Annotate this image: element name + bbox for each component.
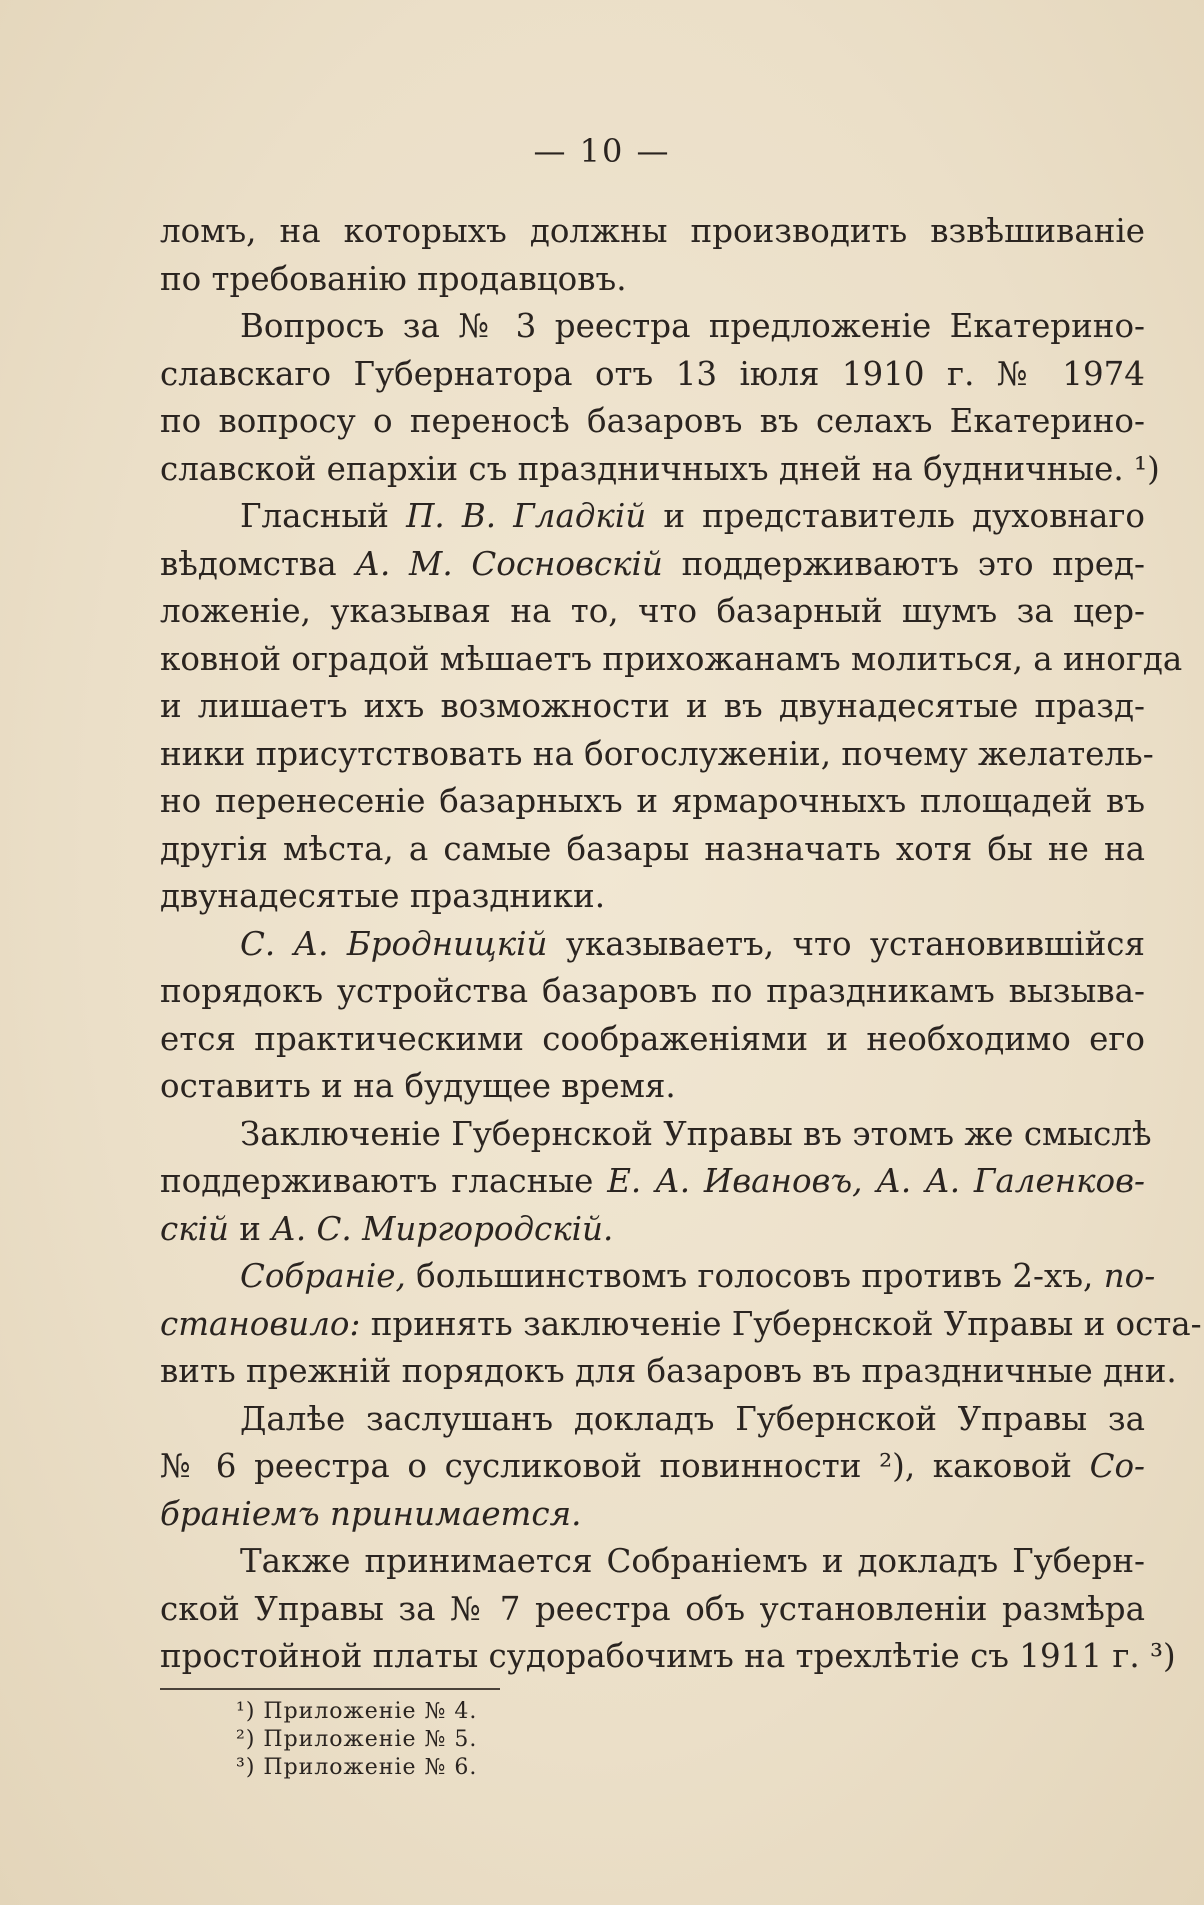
text-line xyxy=(160,1016,1145,1064)
text-line xyxy=(160,256,1145,304)
text-line xyxy=(160,778,1145,826)
text-line xyxy=(160,921,1145,969)
text-line xyxy=(160,398,1145,446)
italic-name: Со- xyxy=(1089,1447,1145,1485)
line-text: принять заключеніе Губернской Управы и оста- xyxy=(360,1304,1202,1343)
italic-name: П. В. Гладкій xyxy=(406,497,647,535)
line-text: и xyxy=(228,1209,272,1248)
line-text: славскаго Губернатора отъ 13 іюля 1910 г. № 1974 xyxy=(160,354,1145,393)
text-line xyxy=(160,1253,1156,1301)
text-line xyxy=(160,446,1160,494)
line-text: по вопросу о переносѣ базаровъ въ селахъ Екатерино- xyxy=(160,402,1145,440)
text-line xyxy=(160,1158,1145,1206)
line-text: порядокъ устройства базаровъ по праздникамъ вызыва- xyxy=(160,972,1145,1010)
line-text: поддерживаютъ это пред- xyxy=(662,544,1145,583)
text-line xyxy=(160,1538,1145,1586)
text-line xyxy=(160,683,1145,731)
italic-name: Собраніе, xyxy=(240,1257,406,1295)
line-text: поддерживаютъ гласные xyxy=(160,1162,608,1200)
line-text: указываетъ, что установившійся xyxy=(547,924,1146,963)
line-text: другія мѣста, а самые базары назначать хотя бы не на xyxy=(160,829,1145,868)
line-text: Заключеніе Губернской Управы въ этомъ же смыслѣ xyxy=(240,1114,1152,1153)
text-line xyxy=(160,303,1145,351)
line-text: ется практическими соображеніями и необходимо его xyxy=(160,1019,1145,1058)
line-text: простойной платы судорабочимъ на трехлѣтіе съ 1911 г. ³) xyxy=(160,1637,1176,1675)
italic-name: А. М. Сосновскій xyxy=(355,544,663,583)
line-text: ковной оградой мѣшаетъ прихожанамъ молиться, а иногда xyxy=(160,639,1183,678)
footnote-1: ¹) Приложеніе № 4. xyxy=(236,1699,478,1724)
line-text: ломъ, на которыхъ должны производить взвѣшиваніе xyxy=(160,212,1145,250)
text-line xyxy=(160,1443,1145,1491)
line-text: вить прежній порядокъ для базаровъ въ праздничные дни. xyxy=(160,1352,1177,1390)
text-line xyxy=(160,1633,1176,1681)
text-line xyxy=(160,636,1183,684)
italic-name: А. С. Миргородскій. xyxy=(271,1209,614,1248)
line-text: Далѣе заслушанъ докладъ Губернской Управы за xyxy=(240,1399,1145,1438)
footnote-separator xyxy=(160,1688,500,1690)
line-text: двунадесятые праздники. xyxy=(160,877,606,915)
line-text: оставить и на будущее время. xyxy=(160,1067,676,1105)
text-line xyxy=(160,1111,1152,1159)
text-line xyxy=(160,351,1145,399)
line-text: Вопросъ за № 3 реестра предложеніе Екатерино- xyxy=(240,307,1145,345)
line-text: ской Управы за № 7 реестра объ установленіи размѣра xyxy=(160,1589,1145,1628)
footnotes xyxy=(236,1698,477,1782)
line-text: славской епархіи съ праздничныхъ дней на будничные. ¹) xyxy=(160,449,1160,488)
text-line xyxy=(160,968,1145,1016)
line-text: и представитель духовнаго xyxy=(646,497,1145,535)
text-line xyxy=(160,873,1145,921)
italic-name: становило: xyxy=(160,1304,361,1343)
line-text: но перенесеніе базарныхъ и ярмарочныхъ площадей въ xyxy=(160,782,1145,820)
line-text: Также принимается Собраніемъ и докладъ Губерн- xyxy=(240,1542,1145,1580)
footnote-2: ²) Приложеніе № 5. xyxy=(236,1727,478,1752)
line-text: ложеніе, указывая на то, что базарный шумъ за цер- xyxy=(160,592,1145,630)
line-text: по требованію продавцовъ. xyxy=(160,259,627,298)
text-line xyxy=(160,731,1154,779)
text-line xyxy=(160,208,1145,256)
italic-name: браніемъ принимается. xyxy=(160,1494,582,1533)
text-line xyxy=(160,1491,1145,1539)
italic-name: по- xyxy=(1103,1257,1156,1295)
italic-name: С. А. Бродницкій xyxy=(240,924,548,963)
line-text: вѣдомства xyxy=(160,544,356,583)
text-line xyxy=(160,1301,1202,1349)
text-line xyxy=(160,1063,1145,1111)
italic-name: скій xyxy=(160,1209,229,1248)
text-line xyxy=(160,826,1145,874)
text-line xyxy=(160,1396,1145,1444)
line-text: ники присутствовать на богослуженіи, почему желатель- xyxy=(160,734,1154,773)
footnote-3: ³) Приложеніе № 6. xyxy=(236,1755,478,1780)
line-text: Гласный xyxy=(240,497,407,535)
page-number: — 10 — xyxy=(533,132,671,170)
text-line xyxy=(160,541,1145,589)
italic-name: Е. А. Ивановъ, А. А. Галенков- xyxy=(607,1162,1145,1200)
line-text: и лишаетъ ихъ возможности и въ двунадесятые празд- xyxy=(160,687,1145,725)
line-text: № 6 реестра о сусликовой повинности ²), каковой xyxy=(160,1447,1090,1485)
text-line xyxy=(160,1348,1177,1396)
body-text xyxy=(160,208,1202,1681)
text-line xyxy=(160,1586,1145,1634)
text-line xyxy=(160,493,1145,541)
text-line xyxy=(160,1206,1145,1254)
line-text: большинствомъ голосовъ противъ 2-хъ, xyxy=(405,1257,1104,1295)
text-line xyxy=(160,588,1145,636)
